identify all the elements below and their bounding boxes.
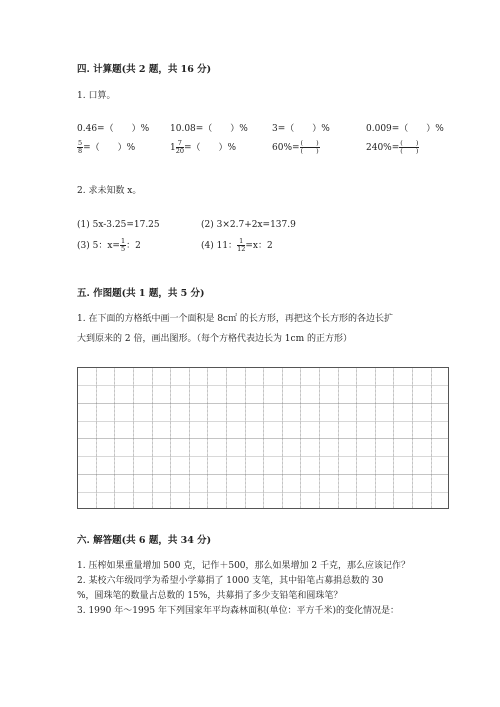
equation-1: (1) 5x-3.25=17.25 (77, 220, 160, 230)
equation-4: (4) 11： $\frac{1}{12}$ =x：2 (201, 237, 273, 253)
question-1-label: 1. 口算。 (77, 91, 116, 101)
equation-2: (2) 3×2.7+2x=137.9 (201, 220, 296, 230)
answer-question-line-2: 2. 某校六年级同学为希望小学募捐了 1000 支笔，其中铅笔占募捐总数的 30 (77, 576, 384, 586)
section5-title: 五. 作图题(共 1 题，共 5 分) (77, 288, 205, 299)
fraction: $\frac{( )}{( )}$ (400, 139, 419, 155)
oral-item-3: 3=（ ）% (272, 124, 330, 134)
equation-3: (3) 5：x= $\frac{1}{5}$ ：2 (77, 237, 141, 253)
answer-question-line-1: 1. 压榨如果重量增加 500 克，记作＋500，那么如果增加 2 千克，那么应该记作？ (77, 561, 410, 571)
grid-dashes (78, 368, 448, 508)
drawing-question-line-1: 1. 在下面的方格纸中画一个面积是 8c㎡ 的长方形，再把这个长方形的各边长扩 (77, 314, 393, 324)
oral-item-8: 240%= $\frac{( )}{( )}$ (366, 139, 419, 155)
question-2-label: 2. 求未知数 x。 (77, 186, 142, 196)
fraction: $\frac{7}{20}$ (175, 139, 185, 155)
answer-question-line-3: %，圆珠笔的数量占总数的 15%，共募捐了多少支铅笔和圆珠笔？ (77, 591, 343, 601)
answer-question-line-4: 3. 1990 年～1995 年下列国家年平均森林面积(单位：平方千米)的变化情况是： (77, 606, 400, 616)
oral-item-1: 0.46=（ ）% (77, 124, 150, 134)
oral-item-4: 0.009=（ ）% (366, 124, 444, 134)
fraction: $\frac{1}{5}$ (120, 237, 126, 253)
oral-item-2: 10.08=（ ）% (170, 124, 248, 134)
oral-item-6: 1 $\frac{7}{20}$ =（ ）% (170, 139, 237, 155)
fraction: $\frac{1}{12}$ (237, 237, 246, 253)
fraction: $\frac{5}{8}$ (78, 139, 83, 155)
square-grid-paper[interactable] (77, 367, 449, 509)
section6-title: 六. 解答题(共 6 题，共 34 分) (77, 535, 212, 546)
section4-title: 四. 计算题(共 2 题，共 16 分) (77, 64, 212, 75)
fraction: $\frac{( )}{( )}$ (300, 139, 319, 155)
oral-item-7: 60%= $\frac{( )}{( )}$ (272, 139, 319, 155)
drawing-question-line-2: 大到原来的 2 倍，画出图形。（每个方格代表边长为 1cm 的正方形） (77, 334, 352, 344)
oral-item-5: $\frac{5}{8}$ =（ ）% (78, 139, 136, 155)
